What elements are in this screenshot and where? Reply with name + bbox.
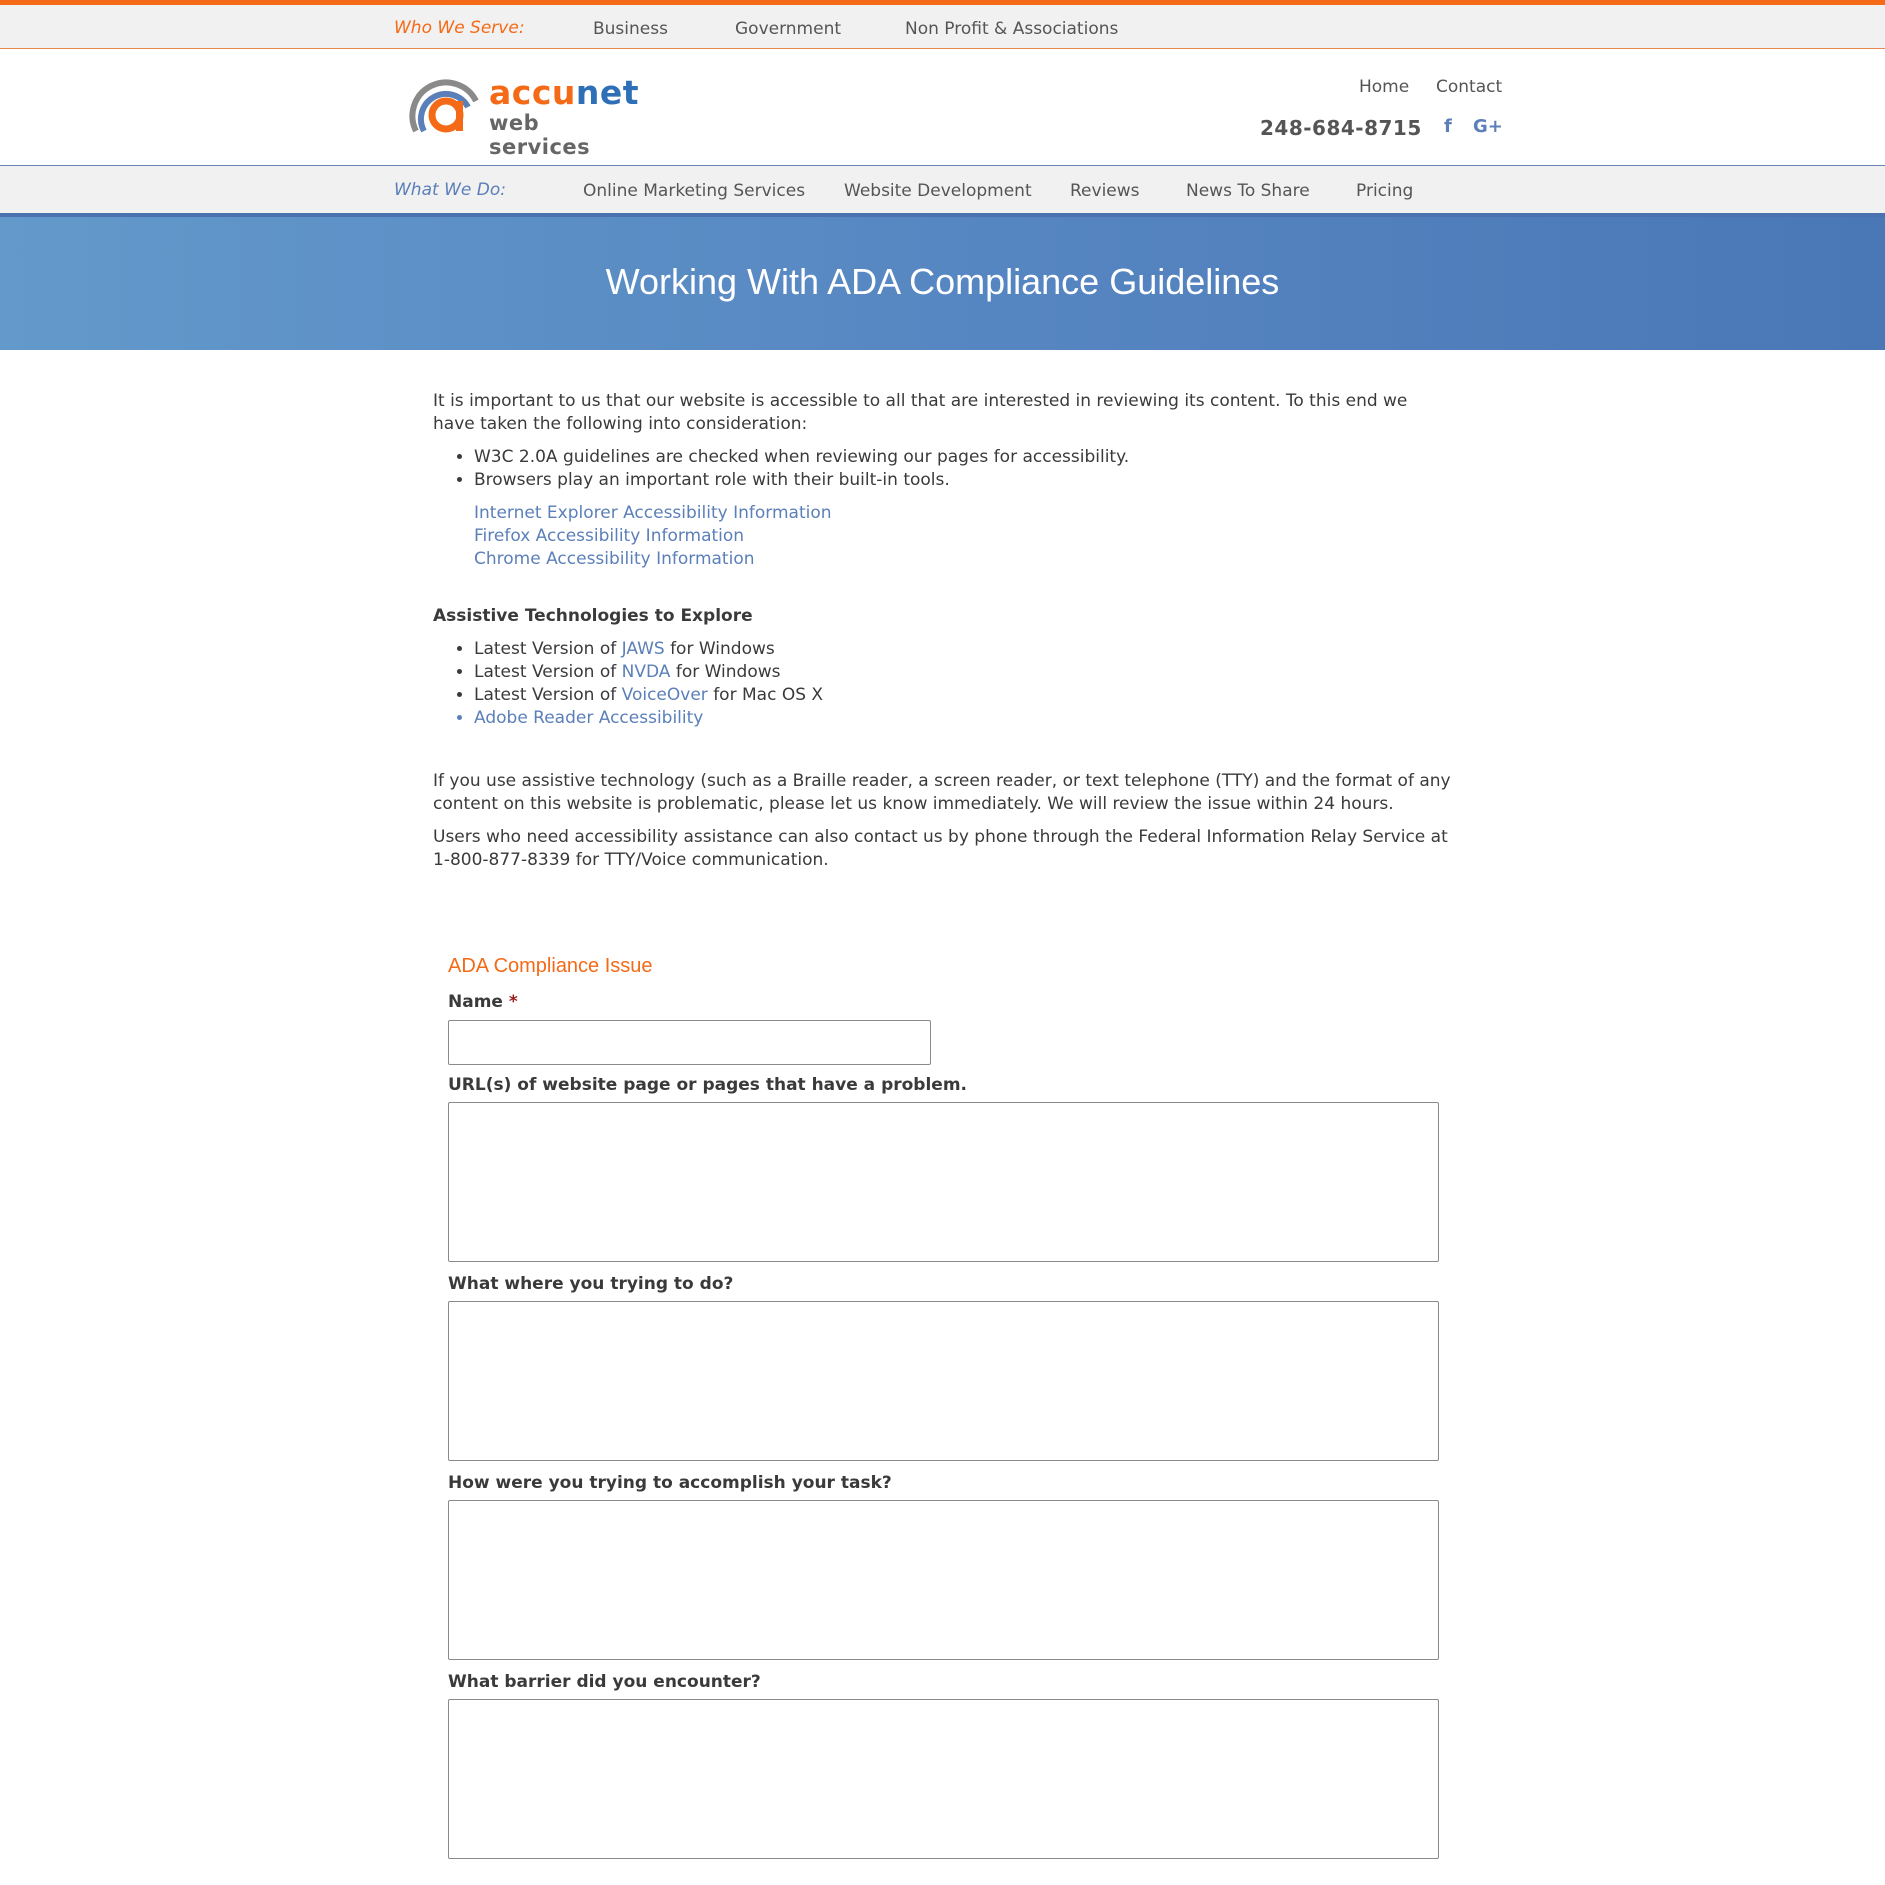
assistive-paragraph: If you use assistive technology (such as a Braille reader, a screen reader, or text telephone (TTY) and the format of any content on this website is problematic, please let us know immediately. We will review the issue within 24 hours. <box>433 771 1451 814</box>
browser-links <box>433 502 1453 571</box>
list-item: • W3C 2.0A guidelines are checked when reviewing our pages for accessibility. <box>474 446 1453 469</box>
assistive-list <box>433 638 1453 730</box>
name-field[interactable] <box>448 1020 931 1065</box>
site-header <box>0 49 1885 166</box>
page-title: Working With ADA Compliance Guidelines <box>605 261 1280 302</box>
serve-link-government[interactable]: Government <box>735 19 842 39</box>
do-link-pricing[interactable]: Pricing <box>1356 181 1414 201</box>
list-item: • Latest Version of VoiceOver for Mac OS X <box>474 684 1453 707</box>
serve-link-nonprofit[interactable]: Non Profit & Associations <box>905 19 1119 39</box>
voiceover-link[interactable]: VoiceOver <box>621 685 708 705</box>
ada-compliance-form <box>448 955 1440 1871</box>
required-mark: * <box>508 992 518 1012</box>
consideration-list <box>433 446 1453 492</box>
do-link-website-development[interactable]: Website Development <box>844 181 1032 201</box>
what-we-do-bar <box>0 166 1885 217</box>
who-we-serve-label: Who We Serve: <box>394 18 525 38</box>
main-content <box>433 390 1453 882</box>
list-item: • Latest Version of NVDA for Windows <box>474 661 1453 684</box>
google-plus-icon[interactable]: G+ <box>1473 116 1503 137</box>
nvda-link[interactable]: NVDA <box>621 662 671 682</box>
facebook-icon[interactable]: f <box>1444 116 1452 137</box>
trying-label: What where you trying to do? <box>448 1274 734 1294</box>
phone-number: 248-684-8715 <box>1260 116 1422 140</box>
how-label: How were you trying to accomplish your task? <box>448 1473 892 1493</box>
chrome-accessibility-link[interactable]: Chrome Accessibility Information <box>474 549 755 569</box>
do-link-reviews[interactable]: Reviews <box>1070 181 1140 201</box>
who-we-serve-bar <box>0 5 1885 49</box>
relay-paragraph: Users who need accessibility assistance can also contact us by phone through the Federal Information Relay Service at 1-800-877-8339 for TTY/Voice communication. <box>433 827 1448 870</box>
logo-wordmark: accunet <box>489 73 640 112</box>
barrier-textarea[interactable] <box>448 1699 1439 1859</box>
logo-mark-icon <box>406 67 486 139</box>
ie-accessibility-link[interactable]: Internet Explorer Accessibility Information <box>474 503 832 523</box>
what-we-do-label: What We Do: <box>394 180 506 200</box>
nav-home[interactable]: Home <box>1359 77 1410 97</box>
trying-textarea[interactable] <box>448 1301 1439 1461</box>
firefox-accessibility-link[interactable]: Firefox Accessibility Information <box>474 526 745 546</box>
list-item: • Browsers play an important role with their built-in tools. <box>474 469 1453 492</box>
how-textarea[interactable] <box>448 1500 1439 1660</box>
intro-paragraph: It is important to us that our website is accessible to all that are interested in reviewing its content. To this end we have taken the following into consideration: <box>433 391 1408 434</box>
jaws-link[interactable]: JAWS <box>621 639 665 659</box>
adobe-reader-link[interactable]: Adobe Reader Accessibility <box>474 708 704 728</box>
url-label: URL(s) of website page or pages that have a problem. <box>448 1075 968 1095</box>
name-label: Name * <box>448 992 518 1012</box>
accunet-logo[interactable] <box>406 67 640 159</box>
nav-contact[interactable]: Contact <box>1436 77 1503 97</box>
list-item <box>474 707 1453 730</box>
assistive-heading: Assistive Technologies to Explore <box>433 606 753 626</box>
do-link-online-marketing[interactable]: Online Marketing Services <box>583 181 806 201</box>
list-item: • Latest Version of JAWS for Windows <box>474 638 1453 661</box>
url-textarea[interactable] <box>448 1102 1439 1262</box>
serve-link-business[interactable]: Business <box>593 19 668 39</box>
do-link-news-to-share[interactable]: News To Share <box>1186 181 1310 201</box>
barrier-label: What barrier did you encounter? <box>448 1672 761 1692</box>
form-title: ADA Compliance Issue <box>448 955 653 977</box>
hero-banner <box>0 217 1885 350</box>
logo-tagline: web services <box>489 111 591 159</box>
